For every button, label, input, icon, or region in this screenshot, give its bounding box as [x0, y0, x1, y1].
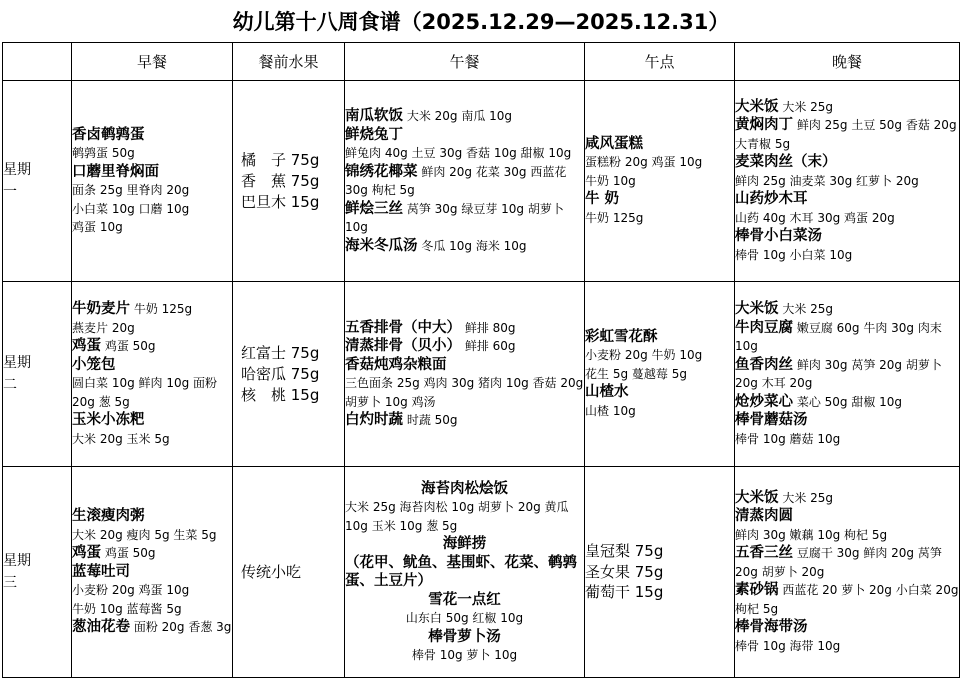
dish-name: 大米饭	[735, 489, 779, 506]
dish-line	[735, 172, 959, 191]
dish-ingredients: 山楂 10g	[585, 403, 636, 418]
dish-ingredients: 莴笋 30g 绿豆芽 10g 胡萝卜 10g	[345, 201, 564, 234]
dish-line	[585, 541, 734, 562]
dish-line	[345, 126, 584, 145]
dish-name: 黄焖肉丁	[735, 117, 793, 134]
dish-line	[735, 300, 959, 319]
dinner-cell	[735, 81, 960, 282]
dish-line	[72, 526, 232, 545]
dish-name: 海鲜捞	[442, 536, 487, 552]
dish-name: 口蘑里脊焖面	[72, 163, 159, 180]
dish-name: 五香三丝	[735, 545, 793, 562]
lunch-cell	[345, 81, 585, 282]
dish-ingredients: 鲜肉 30g 嫩藕 10g 枸杞 5g	[735, 527, 888, 542]
dish-ingredients: 西蓝花 20 萝卜 20g 小白菜 20g 枸杞 5g	[735, 583, 959, 616]
dish-line	[345, 107, 584, 126]
dish-name: 炝炒菜心	[735, 393, 793, 410]
dish-line	[72, 126, 232, 145]
dish-line	[735, 637, 959, 656]
dish-ingredients: 大米 20g 玉米 5g	[72, 431, 170, 446]
dish-name: 玉米小冻粑	[72, 412, 145, 428]
dish-line	[735, 98, 959, 117]
dish-line	[345, 646, 584, 665]
dish-line	[735, 319, 959, 356]
dish-line	[345, 356, 584, 375]
dish-line	[345, 554, 584, 591]
dish-line	[345, 411, 584, 430]
header-row	[3, 43, 960, 81]
dish-line	[735, 393, 959, 412]
day-label-prefix: 星期	[3, 553, 31, 569]
dish-line	[72, 618, 232, 637]
dish-name: 山楂水	[585, 384, 629, 401]
fruit-item: 红富士 75g	[241, 343, 320, 362]
dish-line	[72, 600, 232, 619]
dish-line	[72, 319, 232, 338]
breakfast-cell	[72, 467, 233, 678]
dish-name: 鲜烩三丝	[345, 200, 403, 217]
dish-line	[735, 227, 959, 246]
dish-line	[345, 337, 584, 356]
dish-line	[72, 544, 232, 563]
dish-name: 鱼香肉丝	[735, 356, 793, 373]
day-row	[3, 81, 960, 282]
dish-ingredients: 棒骨 10g 蘑菇 10g	[735, 431, 841, 446]
fruit-item: 巴旦木 15g	[241, 192, 320, 211]
day-label	[3, 282, 72, 467]
dish-name: 素砂锅	[735, 582, 779, 599]
dish-line	[345, 374, 584, 411]
dish-line	[735, 581, 959, 618]
dish-line	[345, 319, 584, 338]
dish-ingredients: 圆白菜 10g 鲜肉 10g 面粉 20g 葱 5g	[72, 376, 218, 409]
dish-ingredients: 小麦粉 20g 牛奶 10g	[585, 348, 703, 363]
dish-ingredients: 小白菜 10g 口蘑 10g	[72, 201, 190, 216]
dish-name: 鸡蛋	[72, 338, 101, 354]
dish-line	[735, 430, 959, 449]
dish-line	[72, 411, 232, 430]
dish-name: 清蒸肉圆	[735, 508, 793, 525]
dish-ingredients: 鲜肉 25g 油麦菜 30g 红萝卜 20g	[735, 173, 919, 188]
dish-line	[735, 544, 959, 581]
dish-line	[345, 237, 584, 256]
dish-ingredients: 大米 20g 瘦肉 5g 生菜 5g	[72, 527, 217, 542]
menu-table	[2, 42, 960, 678]
dish-line	[72, 200, 232, 219]
dish-line	[72, 218, 232, 237]
dish-ingredients: 圣女果 75g	[585, 562, 664, 581]
dish-line	[585, 209, 734, 228]
dish-name: 棒骨小白菜汤	[735, 228, 822, 245]
dish-line	[735, 489, 959, 508]
dish-line	[72, 300, 232, 319]
fruit-item: 核 桃 15g	[241, 385, 320, 404]
day-label	[3, 467, 72, 678]
dish-ingredients: 燕麦片 20g	[72, 320, 135, 335]
dish-ingredients: 棒骨 10g 萝卜 10g	[411, 648, 518, 662]
dish-line	[72, 356, 232, 375]
dish-line	[585, 346, 734, 365]
dish-name: 鸡蛋	[72, 545, 101, 562]
dish-line	[735, 246, 959, 265]
dish-name: 雪花一点红	[428, 591, 501, 608]
day-row	[3, 467, 960, 678]
dish-ingredients: 蛋糕粉 20g 鸡蛋 10g	[585, 155, 703, 170]
dish-line	[735, 507, 959, 526]
dish-line	[345, 498, 584, 535]
dish-name: 清蒸排骨（贝小）	[345, 338, 461, 354]
dish-ingredients: 菜心 50g 甜椒 10g	[796, 394, 903, 409]
dish-line	[345, 163, 584, 200]
dish-name: 海米冬瓜汤	[345, 237, 418, 254]
dish-line	[585, 365, 734, 384]
dish-name: 香菇炖鸡杂粮面	[345, 356, 447, 373]
dish-line	[72, 563, 232, 582]
dish-line	[72, 581, 232, 600]
day-label-prefix: 星期	[3, 355, 31, 371]
dish-ingredients: 牛奶 125g	[585, 210, 644, 225]
header-fruit: 餐前水果	[233, 43, 345, 81]
dish-line	[72, 507, 232, 526]
fruit-cell	[233, 467, 345, 678]
dish-line	[735, 411, 959, 430]
dish-ingredients: 大米 25g	[782, 99, 834, 114]
day-label	[3, 81, 72, 282]
dish-line	[72, 144, 232, 163]
dinner-cell	[735, 282, 960, 467]
dish-line	[735, 356, 959, 393]
dish-name: 棒骨萝卜汤	[428, 628, 501, 645]
dish-name: 棒骨海带汤	[735, 619, 808, 636]
dish-line	[735, 526, 959, 545]
fruit-item: 香 蕉 75g	[241, 171, 320, 190]
breakfast-cell	[72, 81, 233, 282]
dish-ingredients: 牛奶 10g	[585, 173, 636, 188]
dish-ingredients: 皇冠梨 75g	[585, 542, 664, 561]
dish-line	[345, 628, 584, 647]
dish-line	[585, 402, 734, 421]
day-row	[3, 282, 960, 467]
dish-ingredients: 鲜兔肉 40g 土豆 30g 香菇 10g 甜椒 10g	[345, 146, 572, 160]
dish-ingredients: 棒骨 10g 小白菜 10g	[735, 247, 853, 262]
snack-cell	[585, 81, 735, 282]
dish-name: 小笼包	[72, 356, 116, 373]
dish-ingredients: 鲜肉 25g 土豆 50g 香菇 20g 大青椒 5g	[735, 118, 957, 151]
snack-cell	[585, 282, 735, 467]
dish-name: （花甲、鱿鱼、基围虾、花菜、鹌鹑蛋、土豆片）	[345, 554, 577, 589]
dish-ingredients: 大米 25g	[782, 490, 834, 505]
dish-name: 大米饭	[735, 301, 779, 317]
dish-line	[585, 383, 734, 402]
dish-name: 海苔肉松烩饭	[421, 480, 508, 497]
dish-line	[585, 172, 734, 191]
dish-line	[345, 144, 584, 163]
dish-ingredients: 大米 25g 海苔肉松 10g 胡萝卜 20g 黄瓜 10g 玉米 10g 葱 5g	[345, 500, 569, 533]
dish-ingredients: 嫩豆腐 60g 牛肉 30g 肉末 10g	[735, 320, 942, 353]
day-label-number: 三	[3, 575, 17, 591]
header-breakfast: 早餐	[72, 43, 233, 81]
dish-ingredients: 鲜肉 20g 花菜 30g 西蓝花 30g 枸杞 5g	[345, 164, 567, 197]
dish-name: 牛肉豆腐	[735, 319, 793, 336]
dish-ingredients: 大米 20g 南瓜 10g	[406, 109, 513, 123]
dinner-cell	[735, 467, 960, 678]
dish-name: 咸风蛋糕	[585, 135, 643, 152]
dish-ingredients: 面粉 20g 香葱 3g	[133, 620, 232, 635]
day-label-prefix: 星期	[3, 162, 31, 178]
dish-ingredients: 鲜排 80g	[464, 320, 516, 335]
dish-line	[72, 163, 232, 182]
dish-name: 彩虹雪花酥	[585, 328, 658, 345]
dish-ingredients: 花生 5g 蔓越莓 5g	[585, 366, 687, 381]
dish-name: 白灼时蔬	[345, 412, 403, 428]
dish-line	[72, 374, 232, 411]
dish-line	[585, 135, 734, 154]
dish-name: 葱油花卷	[72, 619, 130, 636]
dish-name: 香卤鹌鹑蛋	[72, 126, 145, 143]
dish-ingredients: 小麦粉 20g 鸡蛋 10g	[72, 583, 190, 598]
dish-line	[585, 153, 734, 172]
dish-ingredients: 鸡蛋 10g	[72, 220, 123, 234]
dish-name: 蓝莓吐司	[72, 563, 130, 580]
dish-name: 麦菜肉丝（末）	[735, 154, 837, 171]
dish-ingredients: 牛奶 10g 蓝莓酱 5g	[72, 601, 182, 616]
dish-line	[735, 209, 959, 228]
lunch-cell	[345, 467, 585, 678]
dish-line	[72, 337, 232, 356]
dish-name: 牛奶麦片	[72, 301, 130, 317]
day-label-number: 二	[3, 377, 17, 393]
dish-line	[585, 328, 734, 347]
dish-ingredients: 面条 25g 里脊肉 20g	[72, 183, 190, 197]
day-label-number: 一	[3, 184, 17, 200]
dish-ingredients: 冬瓜 10g 海米 10g	[421, 238, 527, 253]
dish-line	[585, 562, 734, 583]
fruit-cell	[233, 81, 345, 282]
dish-line	[735, 153, 959, 172]
dish-line	[72, 430, 232, 449]
fruit-item: 哈密瓜 75g	[241, 364, 320, 383]
dish-ingredients: 葡萄干 15g	[585, 583, 664, 602]
dish-name: 五香排骨（中大）	[345, 319, 461, 336]
dish-ingredients: 时蔬 50g	[406, 413, 458, 427]
dish-line	[735, 190, 959, 209]
dish-ingredients: 山药 40g 木耳 30g 鸡蛋 20g	[735, 210, 895, 225]
dish-ingredients: 鲜排 60g	[464, 339, 516, 353]
dish-name: 鲜烧兔丁	[345, 126, 403, 143]
dish-line	[585, 190, 734, 209]
dish-ingredients: 牛奶 125g	[133, 302, 193, 316]
breakfast-cell	[72, 282, 233, 467]
dish-line	[345, 535, 584, 554]
dish-ingredients: 大米 25g	[782, 302, 834, 316]
header-dinner: 晚餐	[735, 43, 960, 81]
header-blank	[3, 43, 72, 81]
dish-name: 牛 奶	[585, 191, 620, 208]
page-title: 幼儿第十八周食谱（2025.12.29—2025.12.31）	[232, 10, 730, 34]
dish-name: 棒骨蘑菇汤	[735, 412, 808, 428]
dish-line	[345, 200, 584, 237]
dish-name: 生滚瘦肉粥	[72, 508, 145, 525]
dish-name: 山药炒木耳	[735, 191, 808, 208]
dish-line	[72, 181, 232, 200]
fruit-item: 橘 子 75g	[241, 150, 320, 169]
header-lunch: 午餐	[345, 43, 585, 81]
dish-line	[345, 609, 584, 628]
snack-cell	[585, 467, 735, 678]
dish-line	[735, 618, 959, 637]
dish-name: 大米饭	[735, 98, 779, 115]
fruit-item: 传统小吃	[241, 562, 302, 581]
dish-ingredients: 三色面条 25g 鸡肉 30g 猪肉 10g 香菇 20g 胡萝卜 10g 鸡汤	[345, 376, 584, 409]
dish-ingredients: 鸡蛋 50g	[104, 546, 156, 561]
dish-line	[735, 116, 959, 153]
dish-ingredients: 鲜肉 30g 莴笋 20g 胡萝卜 20g 木耳 20g	[735, 357, 942, 390]
dish-ingredients: 山东白 50g 红椒 10g	[405, 611, 524, 625]
lunch-cell	[345, 282, 585, 467]
dish-line	[345, 591, 584, 610]
header-snack: 午点	[585, 43, 735, 81]
fruit-cell	[233, 282, 345, 467]
dish-ingredients: 豆腐干 30g 鲜肉 20g 莴笋 20g 胡萝卜 20g	[735, 546, 942, 579]
dish-ingredients: 棒骨 10g 海带 10g	[735, 638, 841, 653]
dish-line	[585, 582, 734, 603]
dish-name: 南瓜软饭	[345, 108, 403, 124]
dish-name: 锦绣花椰菜	[345, 163, 418, 180]
dish-line	[345, 480, 584, 499]
dish-ingredients: 鸡蛋 50g	[104, 339, 156, 353]
dish-ingredients: 鹌鹑蛋 50g	[72, 146, 135, 160]
